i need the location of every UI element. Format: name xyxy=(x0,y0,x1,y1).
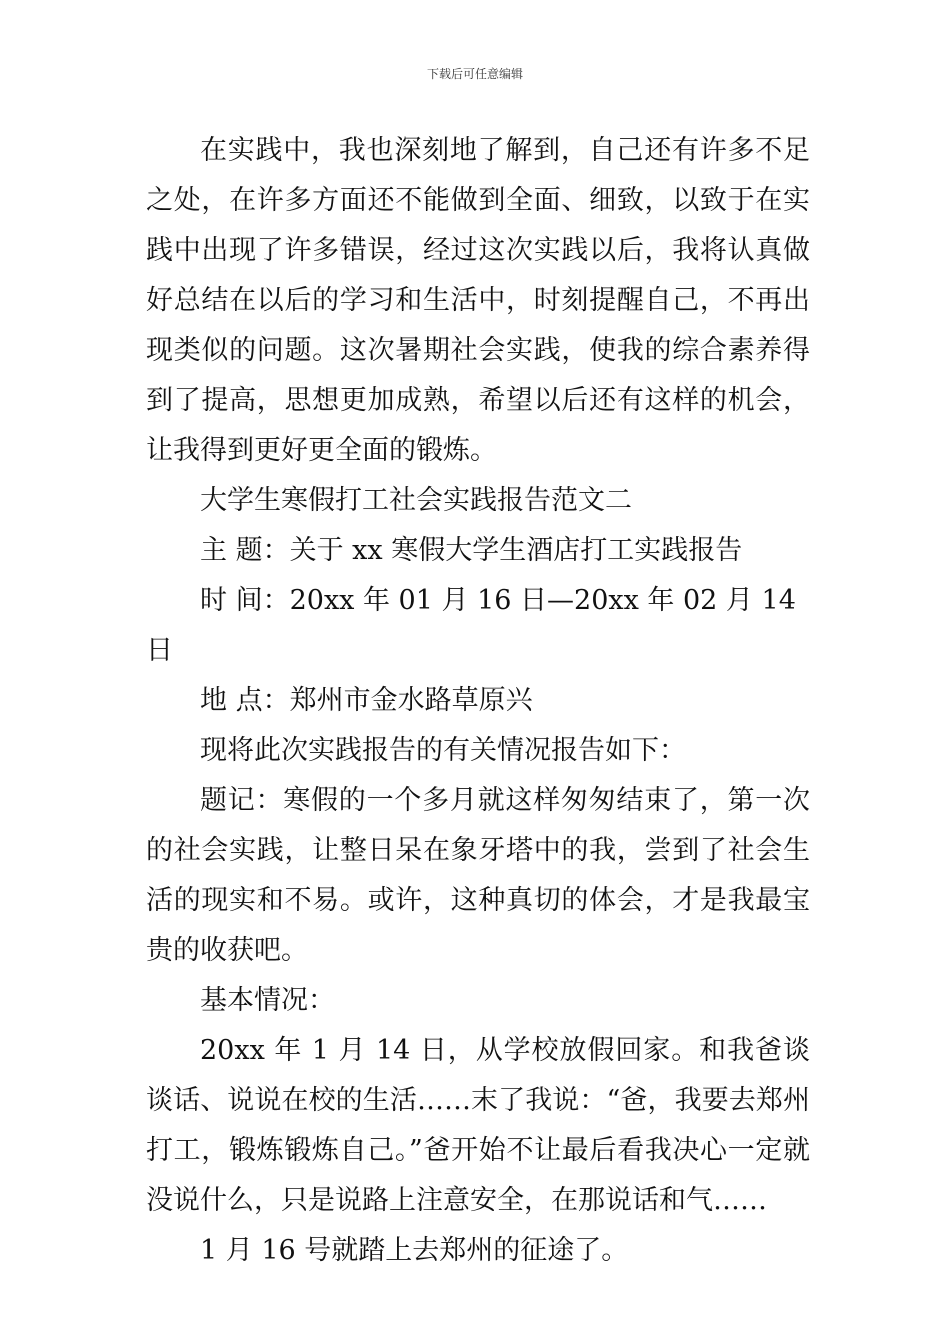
basic-paragraph-2: 1 月 16 号就踏上去郑州的征途了。 xyxy=(200,1235,629,1266)
section-title: 大学生寒假打工社会实践报告范文二 xyxy=(200,485,632,516)
basic-paragraph-1: 20xx 年 1 月 14 日，从学校放假回家。和我爸谈谈话、说说在校的生活……末了我说：“爸，我要去郑州打工，锻炼锻炼自己。”爸开始不让最后看我决心一定就没说什么，只是说路上注意安全，在那说话和气…… xyxy=(146,1035,810,1216)
paragraph-reflection: 在实践中，我也深刻地了解到，自己还有许多不足之处，在许多方面还不能做到全面、细致，以致于在实践中出现了许多错误，经过这次实践以后，我将认真做好总结在以后的学习和生活中，时刻提醒自己，不再出现类似的问题。这次暑期社会实践，使我的综合素养得到了提高，思想更加成熟，希望以后还有这样的机会，让我得到更好更全面的锻炼。 xyxy=(146,135,810,466)
time-line: 时 间：20xx 年 01 月 16 日—20xx 年 02 月 14 日 xyxy=(146,585,796,666)
basic-heading: 基本情况： xyxy=(200,985,335,1016)
epigraph-paragraph: 题记：寒假的一个多月就这样匆匆结束了，第一次的社会实践，让整日呆在象牙塔中的我，尝到了社会生活的现实和不易。或许，这种真切的体会，才是我最宝贵的收获吧。 xyxy=(146,785,810,966)
document-body xyxy=(146,126,810,1276)
intro-line: 现将此次实践报告的有关情况报告如下： xyxy=(200,735,686,766)
page-header-note: 下载后可任意编辑 xyxy=(426,67,523,81)
place-line: 地 点：郑州市金水路草原兴 xyxy=(200,685,533,716)
subject-line: 主 题：关于 xx 寒假大学生酒店打工实践报告 xyxy=(200,535,743,566)
